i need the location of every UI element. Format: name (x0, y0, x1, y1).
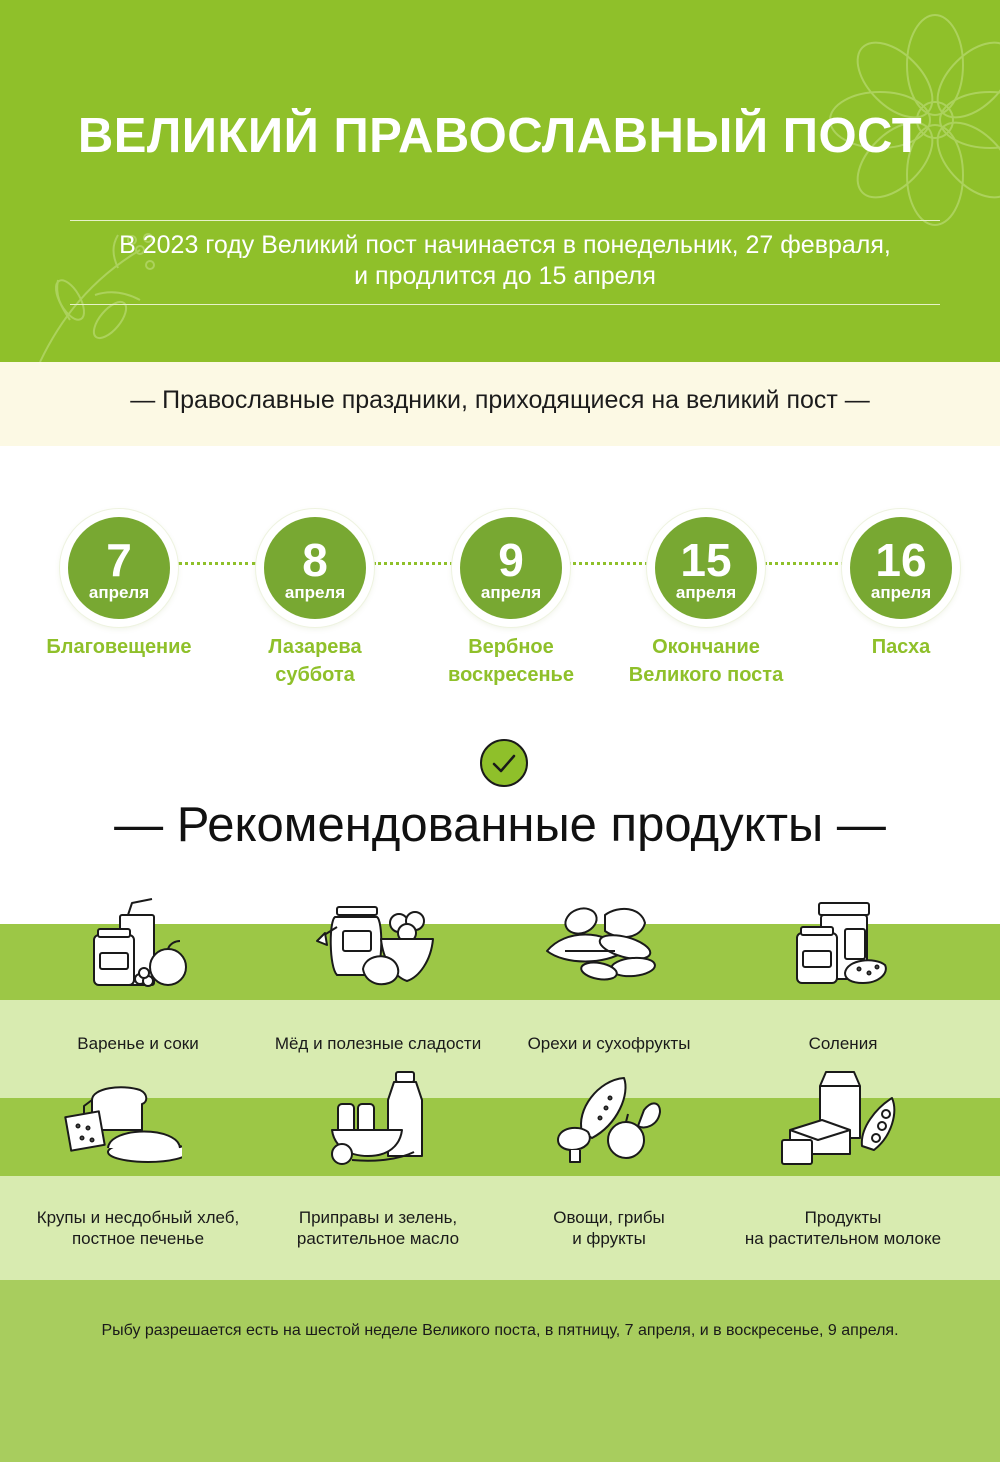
vegetables-mushrooms-fruit-icon (548, 1070, 668, 1170)
holiday-day: 8 (302, 534, 328, 586)
product-label (489, 1033, 729, 1054)
product-label-line: Соления (808, 1034, 878, 1053)
subtitle-line-1: В 2023 году Великий пост начинается в понедельник, 27 февраля, (119, 231, 891, 259)
footnote-band (0, 1280, 1000, 1462)
product-label-line: растительное масло (296, 1229, 460, 1248)
product-label-line: Овощи, грибы (553, 1208, 665, 1227)
footnote: Рыбу разрешается есть на шестой неделе Великого поста, в пятницу, 7 апреля, и в воскресенье, 9 апреля. (101, 1322, 899, 1339)
holiday-name-line: Благовещение (46, 636, 192, 658)
checkmark-icon (479, 738, 529, 788)
holiday-date-badge (60, 509, 178, 627)
product-label (258, 1033, 498, 1054)
holiday-day: 9 (498, 534, 524, 586)
timeline-connector (568, 562, 648, 565)
product-label (489, 1207, 729, 1249)
product-label (18, 1207, 258, 1249)
subtitle-line-2: и продлится до 15 апреля (354, 262, 656, 290)
products-heading: — Рекомендованные продукты — (114, 798, 886, 852)
product-label-line: постное печенье (71, 1229, 205, 1248)
holiday-month: апреля (675, 583, 737, 602)
header-banner (0, 0, 1000, 362)
plant-milk-products-icon (780, 1068, 900, 1168)
holiday-name-line: Пасха (871, 636, 931, 658)
product-label-line: Приправы и зелень, (298, 1208, 458, 1227)
holiday-name-line: Великого поста (628, 664, 784, 686)
product-label (723, 1033, 963, 1054)
holiday-date-badge (842, 509, 960, 627)
bread-grains-icon (62, 1070, 182, 1170)
holiday-name (411, 633, 611, 689)
floral-decoration-icon (0, 0, 1000, 362)
product-label-line: Крупы и несдобный хлеб, (36, 1208, 240, 1227)
product-label-line: Мёд и полезные сладости (274, 1034, 482, 1053)
holiday-date-badge (256, 509, 374, 627)
jam-juice-icon (80, 895, 200, 995)
holiday-name-line: Лазарева (268, 636, 362, 658)
holiday-month: апреля (480, 583, 542, 602)
nuts-dried-fruit-icon (545, 895, 665, 995)
holiday-day: 7 (106, 534, 132, 586)
holiday-name-line: Вербное (468, 636, 554, 658)
holiday-date-badge (452, 509, 570, 627)
product-label (723, 1207, 963, 1249)
holiday-month: апреля (284, 583, 346, 602)
holiday-name-line: Окончание (652, 636, 760, 658)
divider-bottom (70, 304, 940, 305)
honey-sweets-icon (315, 897, 435, 997)
holiday-name (215, 633, 415, 689)
spices-oil-icon (318, 1070, 438, 1170)
product-label-line: и фрукты (572, 1229, 646, 1248)
product-label (258, 1207, 498, 1249)
pickles-icon (785, 895, 905, 995)
holiday-month: апреля (870, 583, 932, 602)
holiday-day: 16 (875, 534, 927, 586)
subtitle (70, 230, 940, 292)
divider-top (70, 220, 940, 221)
product-label (18, 1033, 258, 1054)
product-label-line: на растительном молоке (744, 1229, 942, 1248)
product-label-line: Продукты (804, 1208, 882, 1227)
holiday-name-line: воскресенье (448, 664, 574, 686)
product-label-line: Орехи и сухофрукты (527, 1034, 691, 1053)
holiday-name-line: суббота (275, 664, 355, 686)
timeline-connector (373, 562, 453, 565)
holiday-month: апреля (88, 583, 150, 602)
timeline-connector (764, 562, 844, 565)
holidays-heading: — Православные праздники, приходящиеся на великий пост — (130, 386, 870, 414)
page-title: ВЕЛИКИЙ ПРАВОСЛАВНЫЙ ПОСТ (77, 109, 923, 163)
holiday-date-badge (647, 509, 765, 627)
timeline-connector (178, 562, 256, 565)
holiday-name (19, 633, 219, 661)
holiday-name (606, 633, 806, 689)
holiday-day: 15 (680, 534, 732, 586)
holiday-name (801, 633, 1000, 661)
product-label-line: Варенье и соки (77, 1034, 199, 1053)
